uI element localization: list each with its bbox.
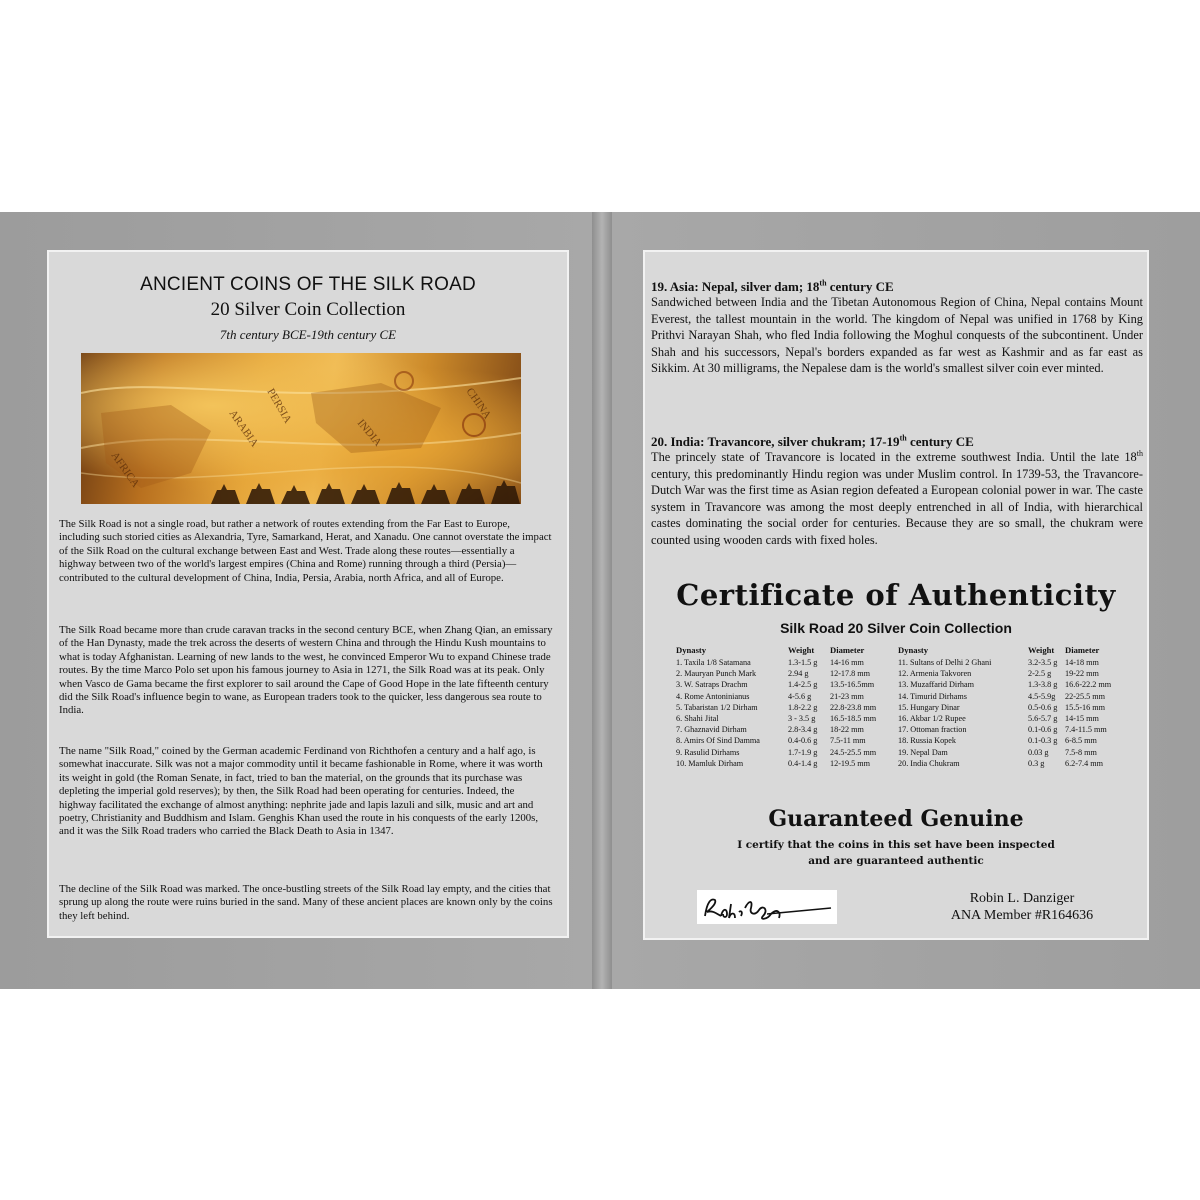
coin-row: [676, 747, 892, 758]
coin-row: [898, 668, 1125, 679]
coin-diameter: 7.5-11 mm: [830, 736, 866, 746]
coin-weight: 1.3-3.8 g: [1028, 680, 1058, 690]
signer-member-id: ANA Member #R164636: [950, 908, 1094, 923]
coin-dynasty: 5. Tabaristan 1/2 Dirham: [676, 702, 758, 712]
coin-weight: 1.8-2.2 g: [788, 702, 818, 712]
certificate-title: Certificate of Authenticity: [676, 578, 1116, 612]
coin-diameter: 7.5-8 mm: [1065, 747, 1097, 757]
coin-row: [898, 713, 1125, 724]
coin-weight: 0.4-1.4 g: [788, 758, 818, 768]
section-19-heading: 19. Asia: Nepal, silver dam; 18th century CE: [651, 278, 894, 294]
coin-weight: 4-5.6 g: [788, 691, 812, 701]
map-label-africa: AFRICA: [108, 449, 142, 490]
column-header-diameter: Diameter: [830, 645, 865, 655]
coin-row: [898, 747, 1125, 758]
coin-row: [898, 758, 1125, 769]
coin-row: [898, 657, 1125, 668]
section-20-heading: 20. India: Travancore, silver chukram; 17-19th century CE: [651, 433, 974, 449]
coin-dynasty: 19. Nepal Dam: [898, 747, 948, 757]
coin-dynasty: 17. Ottoman fraction: [898, 725, 967, 735]
coin-row: [898, 679, 1125, 690]
coin-row: [676, 702, 892, 713]
coin-diameter: 7.4-11.5 mm: [1065, 725, 1107, 735]
coin-diameter: 12-17.8 mm: [830, 669, 871, 679]
collection-dates: 7th century BCE-19th century CE: [219, 327, 397, 342]
silk-road-map-image: [81, 353, 521, 504]
certify-line-2: and are guaranteed authentic: [808, 855, 984, 867]
folder-spine: [592, 212, 612, 989]
coin-dynasty: 12. Armenia Takvoren: [898, 669, 972, 679]
coin-dynasty: 13. Muzaffarid Dirham: [898, 680, 975, 690]
coin-diameter: 16.6-22.2 mm: [1065, 680, 1112, 690]
coin-dynasty: 10. Mamluk Dirham: [676, 758, 744, 768]
coin-diameter: 22.8-23.8 mm: [830, 702, 877, 712]
coin-dynasty: 8. Amirs Of Sind Damma: [676, 736, 760, 746]
coin-weight: 0.3 g: [1028, 758, 1045, 768]
column-header-weight: Weight: [1028, 645, 1055, 655]
map-label-india: INDIA: [354, 417, 384, 449]
coin-row: [898, 702, 1125, 713]
coin-table-left: [676, 645, 892, 769]
coin-dynasty: 20. India Chukram: [898, 758, 960, 768]
certificate-subtitle: Silk Road 20 Silver Coin Collection: [780, 620, 1012, 636]
column-header-dynasty: Dynasty: [898, 645, 929, 655]
coin-diameter: 6.2-7.4 mm: [1065, 758, 1103, 768]
map-label-arabia: ARABIA: [226, 407, 261, 450]
coin-weight: 1.7-1.9 g: [788, 747, 818, 757]
coin-dynasty: 2. Mauryan Punch Mark: [676, 669, 757, 679]
coin-diameter: 12-19.5 mm: [830, 758, 871, 768]
coin-diameter: 19-22 mm: [1065, 669, 1099, 679]
coin-dynasty: 11. Sultans of Delhi 2 Ghani: [898, 658, 992, 668]
coin-row: [898, 724, 1125, 735]
coin-row: [676, 758, 892, 769]
coin-weight: 0.1-0.6 g: [1028, 725, 1058, 735]
coin-row: [676, 668, 892, 679]
signer-block: [922, 890, 1122, 924]
coin-weight: 1.3-1.5 g: [788, 658, 818, 668]
coin-row: [676, 679, 892, 690]
coin-diameter: 6-8.5 mm: [1065, 736, 1097, 746]
coin-diameter: 24.5-25.5 mm: [830, 747, 877, 757]
coin-diameter: 13.5-16.5mm: [830, 680, 875, 690]
history-paragraph-1: The Silk Road is not a single road, but rather a network of routes extending from the Far East to Europe, including such storied cities as Alexandria, Tyre, Samarkand, Herat, and Xanadu. One cannot overstate the impact of the Silk Road on the cultural exchange between East and West. Trade along these routes—essentially a highway between two of the world's largest empires (China and Rome) running through a third (Persia)—contributed to the cultural development of China, India, Persia, Arabia, north Africa, and all of Europe.: [59, 518, 552, 584]
map-label-china: CHINA: [463, 385, 494, 422]
coin-dynasty: 6. Shahi Jital: [676, 714, 719, 724]
map-label-persia: PERSIA: [264, 386, 294, 426]
collection-subtitle: 20 Silver Coin Collection: [210, 299, 406, 320]
coin-weight: 3 - 3.5 g: [788, 714, 816, 724]
coin-weight: 2.94 g: [788, 669, 809, 679]
coin-dynasty: 15. Hungary Dinar: [898, 702, 960, 712]
coin-row: [898, 691, 1125, 702]
coin-dynasty: 7. Ghaznavid Dirham: [676, 725, 747, 735]
coin-row: [676, 713, 892, 724]
coin-row: [676, 691, 892, 702]
coin-weight: 3.2-3.5 g: [1028, 658, 1058, 668]
section-19-body: Sandwiched between India and the Tibetan Autonomous Region of China, Nepal contains Mount Everest, the tallest mountain in the world. The kingdom of Nepal was unified in 1768 by King Prithvi Narayan Shah, who fled India following the Moghul conquests of the subcontinent. Under Shah and his successors, Nepal's borders expanded as far west as Kashmir and as far east as Sikkim. At 30 milligrams, the Nepalese dam is the world's smallest silver coin ever minted.: [651, 295, 1143, 376]
column-header-weight: Weight: [788, 645, 815, 655]
history-paragraph-2: The Silk Road became more than crude caravan tracks in the second century BCE, when Zhang Qian, an emissary of the Han Dynasty, made the trek across the deserts of western China and through the Hindu Kush mountains to what is today Afghanistan. Learning of new lands to the west, he convinced Emperor Wu to expand Chinese trade routes. By the time Marco Polo set upon his famous journey to Asia in 1271, the Silk Road was at its peak. Only when Vasco de Gama became the first explorer to sail around the Cape of Good Hope in the late fifteenth century did the Silk Road's influence begin to wane, as European traders took to the quicker, less dangerous sea route to India.: [59, 624, 553, 717]
coin-dynasty: 1. Taxila 1/8 Satamana: [676, 658, 751, 668]
coin-weight: 5.6-5.7 g: [1028, 714, 1058, 724]
coin-row: [898, 735, 1125, 746]
coin-dynasty: 16. Akbar 1/2 Rupee: [898, 714, 966, 724]
coin-weight: 2.8-3.4 g: [788, 725, 818, 735]
coin-diameter: 14-15 mm: [1065, 714, 1099, 724]
history-paragraph-4: The decline of the Silk Road was marked. The once-bustling streets of the Silk Road lay empty, and the cities that sprung up along the route were ruins buried in the sand. Many of these ancient places are known only by the coins they left behind.: [59, 883, 553, 922]
coin-diameter: 16.5-18.5 mm: [830, 714, 877, 724]
coin-weight: 4.5-5.9g: [1028, 691, 1056, 701]
coin-weight: 0.4-0.6 g: [788, 736, 818, 746]
coin-diameter: 14-16 mm: [830, 658, 864, 668]
right-panel: [643, 250, 1149, 940]
coin-dynasty: 14. Timurid Dirhams: [898, 691, 967, 701]
coin-row: [676, 735, 892, 746]
signer-name: Robin L. Danziger: [969, 891, 1075, 906]
coin-table-right: [898, 645, 1125, 769]
coin-weight: 0.03 g: [1028, 747, 1049, 757]
section-20-body: The princely state of Travancore is located in the extreme southwest India. Until the late 18th century, this predominantly Hindu region was under Muslim control. In 1739-53, the Travancore-Dutch War was the first time as Asian region defeated a European colonial power in war. The caste system in Travancore was among the most deeply entrenched in all of India, with hierarchical castes dominating the social order for centuries. Because they are so small, the chukram were counted using wooden cards with fixed holes.: [651, 448, 1143, 547]
history-paragraph-3: The name "Silk Road," coined by the German academic Ferdinand von Richthofen a century and a half ago, is somewhat inaccurate. Silk was not a major commodity until it became fashionable in Rome, where it was worth its weight in gold (the Roman Senate, in fact, tried to ban the material, on the grounds that its purchase was depleting the imperial gold reserves); by then, the Silk Road had been operating for centuries. Indeed, the highway facilitated the exchange of almost anything: nephrite jade and lapis lazuli and silk, music and art and poetry, Christianity and Buddhism and Islam. Genghis Khan used the route in his conquests of the early 1200s, and it was the Silk Road traders who carried the Black Death to Asia in 1347.: [59, 745, 543, 838]
coin-dynasty: 9. Rasulid Dirhams: [676, 747, 740, 757]
coin-diameter: 15.5-16 mm: [1065, 702, 1106, 712]
coin-diameter: 22-25.5 mm: [1065, 691, 1106, 701]
column-header-dynasty: Dynasty: [676, 645, 707, 655]
coin-row: [676, 657, 892, 668]
coin-weight: 0.1-0.3 g: [1028, 736, 1058, 746]
coin-row: [676, 724, 892, 735]
coin-dynasty: 18. Russia Kopek: [898, 736, 956, 746]
coin-dynasty: 4. Rome Antoninianus: [676, 691, 750, 701]
signature-image: [697, 890, 837, 924]
collection-title: ANCIENT COINS OF THE SILK ROAD: [140, 274, 476, 295]
coin-diameter: 18-22 mm: [830, 725, 864, 735]
coin-diameter: 21-23 mm: [830, 691, 864, 701]
guarantee-heading: Guaranteed Genuine: [768, 806, 1024, 832]
left-panel: [47, 250, 569, 938]
column-header-diameter: Diameter: [1065, 645, 1100, 655]
coin-weight: 0.5-0.6 g: [1028, 702, 1058, 712]
coin-diameter: 14-18 mm: [1065, 658, 1099, 668]
certify-line-1: I certify that the coins in this set have been inspected: [737, 839, 1055, 851]
coin-weight: 2-2.5 g: [1028, 669, 1052, 679]
certification-statement: [645, 837, 1147, 869]
coin-dynasty: 3. W. Satraps Drachm: [676, 680, 748, 690]
coin-weight: 1.4-2.5 g: [788, 680, 818, 690]
